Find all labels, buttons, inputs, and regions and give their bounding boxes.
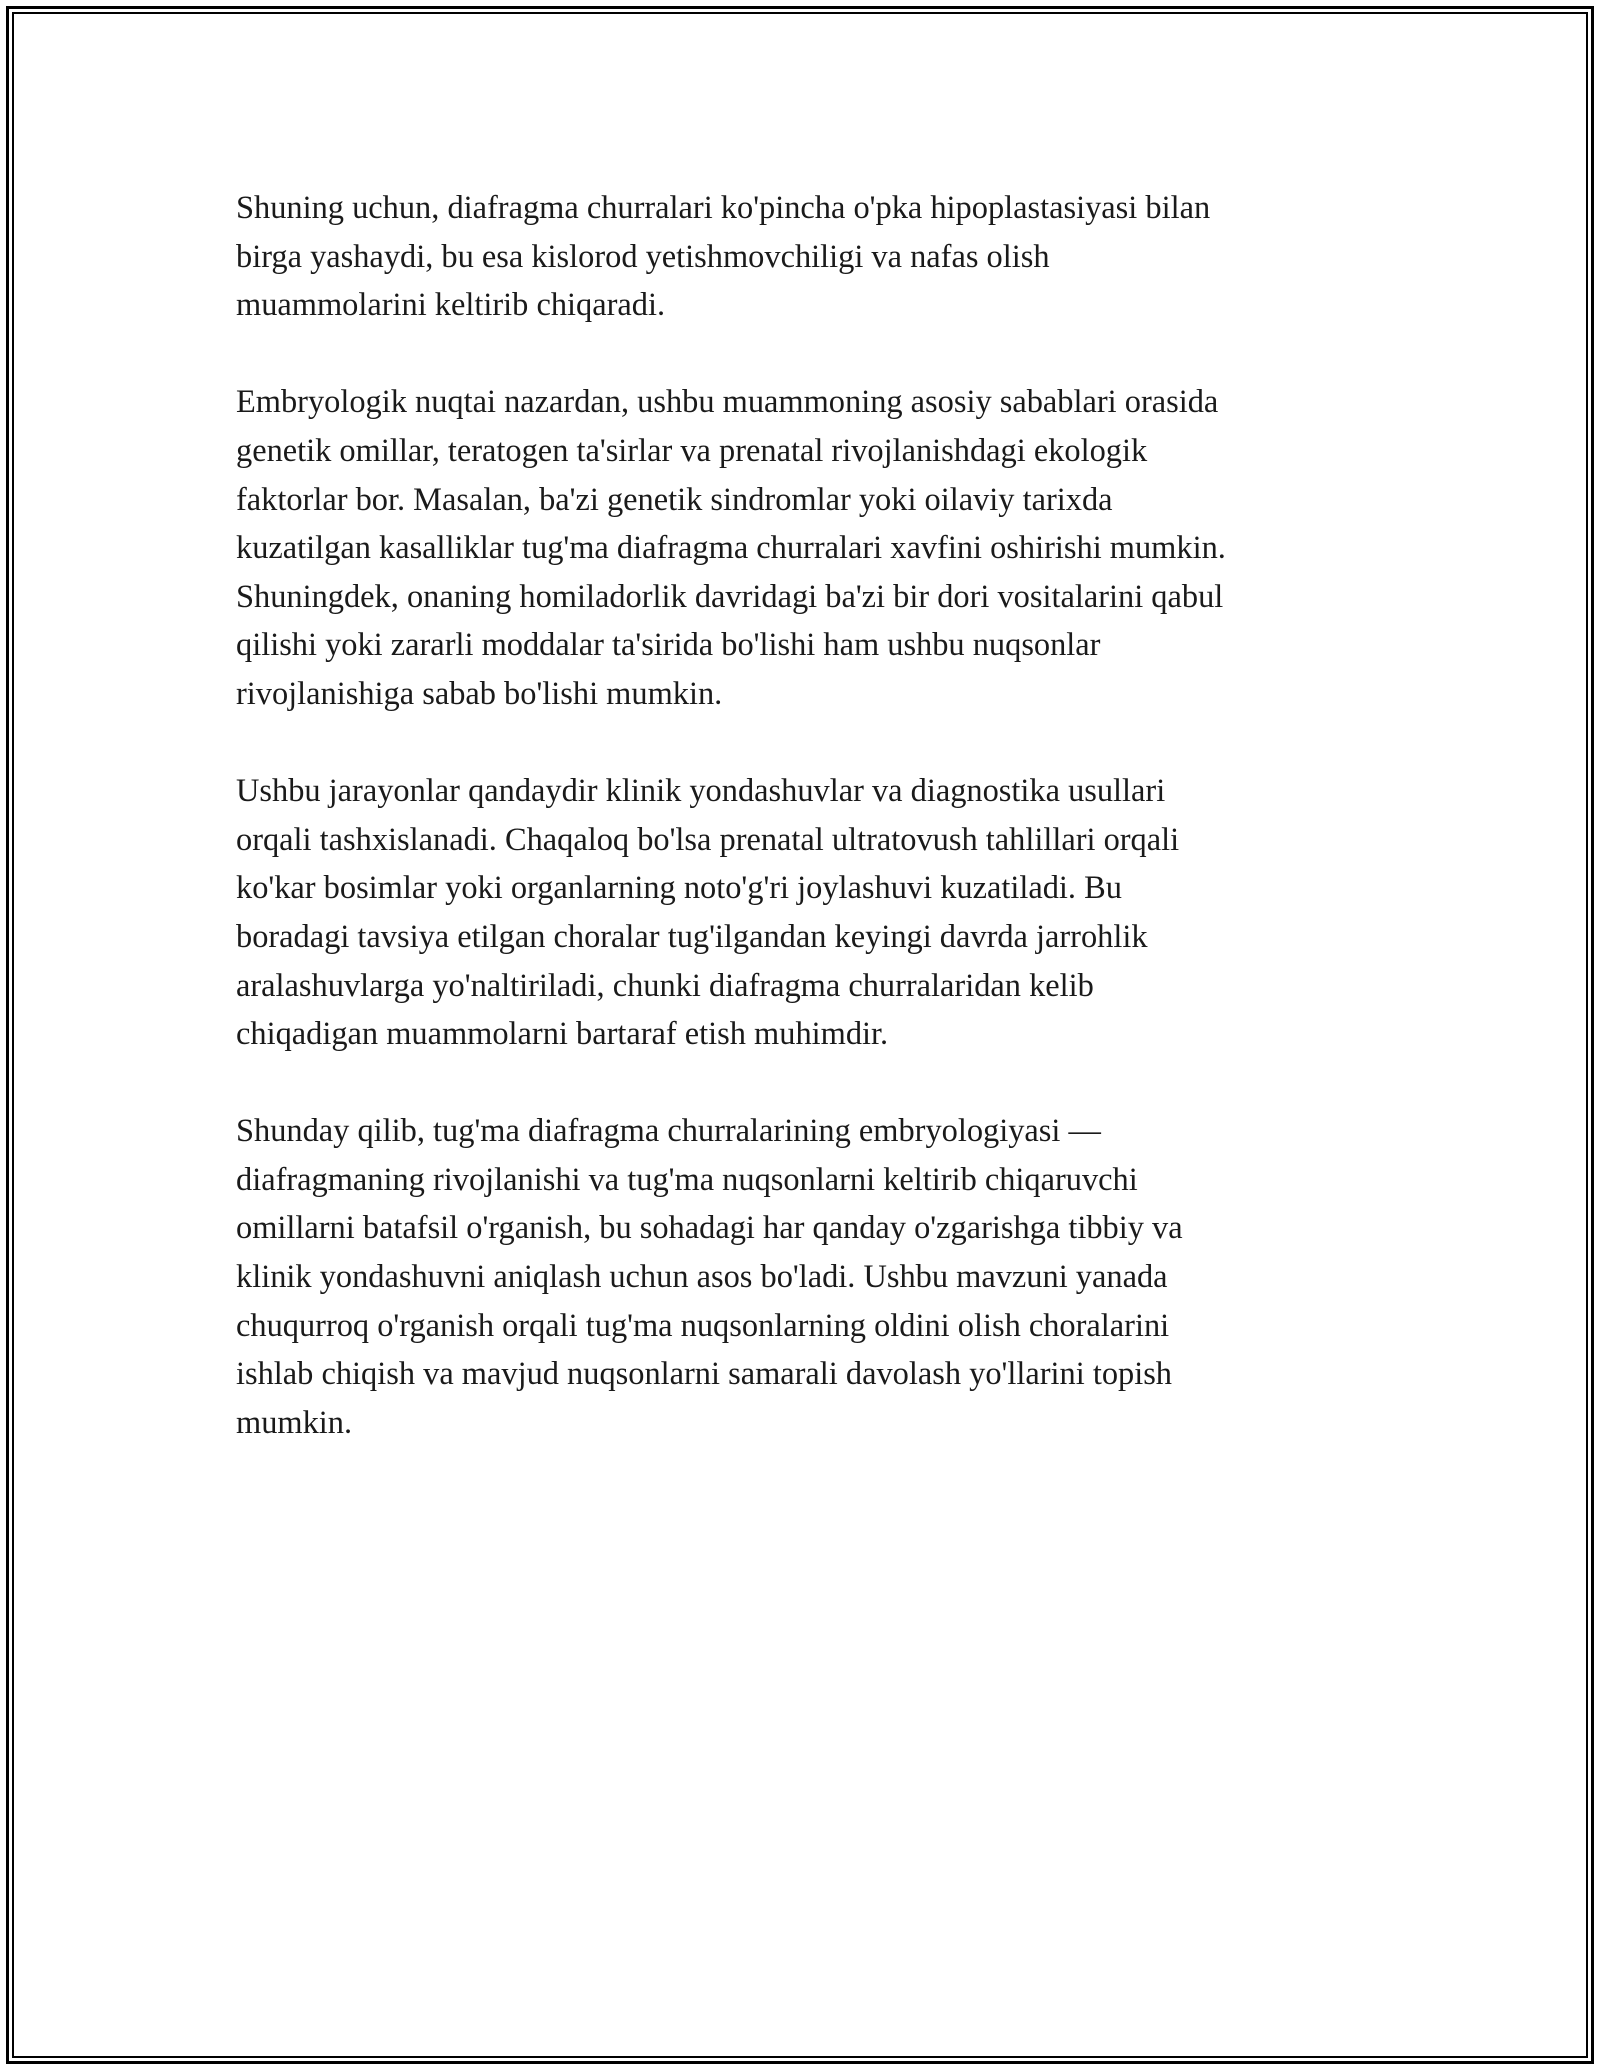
paragraph-3: Ushbu jarayonlar qandaydir klinik yondashuvlar va diagnostika usullari orqali tashxislanadi. Chaqaloq bo'lsa prenatal ultratovush tahlillari orqali ko'kar bosimlar yoki organlarning noto'g'ri joylashuvi kuzatiladi. Bu boradagi tavsiya etilgan choralar tug'ilgandan keyingi davrda jarrohlik aralashuvlarga yo'naltiriladi, chunki diafragma churralaridan kelib chiqadigan muammolarni bartaraf etish muhimdir. bbox=[236, 773, 1180, 1053]
paragraph-1: Shuning uchun, diafragma churralari ko'pincha o'pka hipoplastasiyasi bilan birga yashaydi, bu esa kislorod yetishmovchiligi va nafas olish muammolarini keltirib chiqaradi. bbox=[236, 190, 1211, 324]
paragraph-4: Shunday qilib, tug'ma diafragma churralarining embryologiyasi — diafragmaning rivojlanishi va tug'ma nuqsonlarni keltirib chiqaruvchi omillarni batafsil o'rganish, bu sohadagi har qanday o'zgarishga tibbiy va klinik yondashuvni aniqlash uchun asos bo'ladi. Ushbu mavzuni yanada chuqurroq o'rganish orqali tug'ma nuqsonlarning oldini olish choralarini ishlab chiqish va mavjud nuqsonlarni samarali davolash yo'llarini topish mumkin. bbox=[236, 1113, 1183, 1441]
document-body bbox=[236, 184, 1366, 1496]
paragraph-2: Embryologik nuqtai nazardan, ushbu muammoning asosiy sabablari orasida genetik omillar, teratogen ta'sirlar va prenatal rivojlanishdagi ekologik faktorlar bor. Masalan, ba'zi genetik sindromlar yoki oilaviy tarixda kuzatilgan kasalliklar tug'ma diafragma churralari xavfini oshirishi mumkin. Shuningdek, onaning homiladorlik davridagi ba'zi bir dori vositalarini qabul qilishi yoki zararli moddalar ta'sirida bo'lishi ham ushbu nuqsonlar rivojlanishiga sabab bo'lishi mumkin. bbox=[236, 384, 1226, 712]
